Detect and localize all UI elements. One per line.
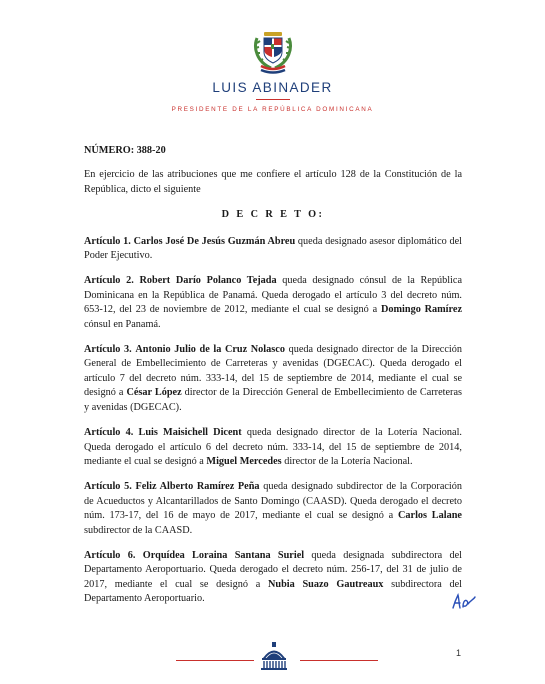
article-text-end: subdirectora del Departamento Aeroportuario. bbox=[84, 578, 462, 605]
article-text: queda designado asesor diplomático del Poder Ejecutivo. bbox=[84, 235, 463, 262]
signature-initials-icon bbox=[450, 592, 478, 612]
article-text-end: director de la Dirección General de Embellecimiento de Carreteras y avenidas (DGECAC). bbox=[84, 387, 462, 413]
article-1 bbox=[84, 235, 462, 264]
replaced-name: César López bbox=[126, 387, 182, 399]
president-name: LUIS ABINADER bbox=[212, 80, 333, 95]
article-3 bbox=[84, 343, 462, 415]
article-text-end: subdirector de la CAASD. bbox=[84, 524, 193, 536]
article-4 bbox=[84, 426, 462, 469]
article-label: Artículo 4. bbox=[84, 427, 134, 439]
article-text-end: cónsul en Panamá. bbox=[84, 318, 161, 330]
appointee-name: Antonio Julio de la Cruz Nolasco bbox=[135, 344, 285, 356]
article-label: Artículo 2. bbox=[84, 275, 134, 287]
replaced-name: Miguel Mercedes bbox=[206, 455, 282, 467]
article-text: queda designado director de la Lotería Nacional. Queda derogado el artículo 6 del decreto núm. 333-14, del 15 de septiembre de 2014, mediante el cual se designó a bbox=[84, 427, 462, 467]
article-2 bbox=[84, 274, 462, 332]
appointee-name: Luis Maisichell Dicent bbox=[138, 427, 242, 439]
article-5 bbox=[84, 480, 462, 538]
appointee-name: Robert Darío Polanco Tejada bbox=[139, 275, 277, 287]
replaced-name: Domingo Ramírez bbox=[380, 304, 462, 316]
president-title: PRESIDENTE DE LA REPÚBLICA DOMINICANA bbox=[171, 106, 374, 114]
page-number: 1 bbox=[456, 648, 462, 658]
decree-body bbox=[84, 132, 462, 618]
appointee-name: Feliz Alberto Ramírez Peña bbox=[135, 481, 260, 493]
replaced-name: Carlos Lalane bbox=[398, 510, 462, 522]
appointee-name: Orquídea Loraina Santana Suriel bbox=[142, 549, 305, 561]
article-label: Artículo 3. bbox=[84, 344, 132, 356]
page-footer bbox=[0, 636, 545, 680]
article-label: Artículo 6. bbox=[84, 549, 136, 561]
article-text: queda designada subdirectora del Departamento Aeroportuario. Queda derogado el decreto núm. 256-17, del 31 de julio de 2017, mediante el cual se designó a bbox=[84, 549, 463, 590]
article-text: queda designado cónsul de la República Dominicana en la República de Panamá. Queda derogado el artículo 3 del decreto núm. 653-12, del 23 de noviembre de 2012, mediante el cual se designó a bbox=[84, 275, 463, 316]
decree-intro: En ejercicio de las atribuciones que me confiere el artículo 128 de la Constitución de la República, dicto el siguiente bbox=[84, 169, 462, 195]
article-text-end: director de la Lotería Nacional. bbox=[281, 455, 413, 467]
letterhead bbox=[0, 28, 545, 113]
article-6 bbox=[84, 549, 462, 607]
article-text: queda designado director de la Dirección General de Embellecimiento de Carreteras y avenidas (DGECAC). Queda derogado el artículo 7 del decreto núm. 333-14, del 15 de septiembre de 2014, mediante el cual se designó a bbox=[84, 344, 462, 399]
coat-of-arms-icon bbox=[251, 28, 295, 74]
palace-dome-icon bbox=[259, 641, 289, 673]
article-label: Artículo 5. bbox=[84, 481, 132, 493]
replaced-name: Nubia Suazo Gautreaux bbox=[267, 578, 384, 590]
article-text: queda designado subdirector de la Corporación de Acueductos y Alcantarillados de Santo Domingo (CAASD). Queda derogado el decreto núm. 173-17, del 16 de mayo de 2017, mediante el cual se designó a bbox=[84, 481, 463, 522]
decree-number: NÚMERO: 388-20 bbox=[84, 145, 166, 156]
footer-divider-right bbox=[300, 660, 378, 661]
name-divider bbox=[256, 99, 290, 100]
decree-heading: D E C R E T O: bbox=[221, 209, 325, 221]
footer-divider-left bbox=[176, 660, 254, 661]
article-label: Artículo 1. bbox=[84, 235, 131, 247]
appointee-name: Carlos José De Jesús Guzmán Abreu bbox=[133, 235, 296, 247]
